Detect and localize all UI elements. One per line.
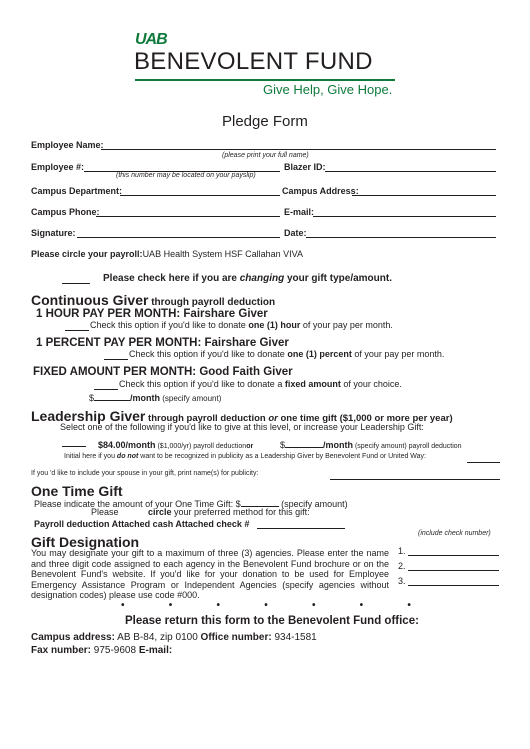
date-label: Date: <box>284 228 307 238</box>
continuous-heading: Continuous Giver through payroll deduction <box>31 292 276 308</box>
logo-name: BENEVOLENT FUND <box>134 48 373 75</box>
percent-desc: Check this option if you'd like to donate one (1) percent of your pay per month. <box>129 349 445 359</box>
leadership-heading: Leadership Giver through payroll deduction or one time gift ($1,000 or more per year) <box>31 408 453 424</box>
spouse-field[interactable] <box>330 470 500 480</box>
signature-label: Signature: <box>31 228 76 238</box>
hour-title: 1 HOUR PAY PER MONTH: Fairshare Giver <box>36 308 268 320</box>
fixed-desc: Check this option if you'd like to donate a fixed amount of your choice. <box>119 379 402 389</box>
fixed-amount-field[interactable] <box>94 391 130 401</box>
employee-no-label: Employee #: <box>31 162 85 172</box>
campus-phone-field[interactable] <box>96 207 280 217</box>
onetime-methods[interactable]: Payroll deduction Attached cash Attached check # <box>34 519 250 529</box>
leadership-opt1: $84.00/month ($1,000/yr) payroll deductionor <box>98 440 254 450</box>
payslip-hint: (this number may be located on your payslip) <box>116 172 256 179</box>
separator-dot: • <box>407 600 411 611</box>
onetime-circle: circle your preferred method for this gift: <box>148 507 310 517</box>
campus-dept-label: Campus Department: <box>31 186 123 196</box>
separator-dot: • <box>264 600 268 611</box>
leadership-opt1-checkbox[interactable] <box>62 437 86 447</box>
separator-dot: • <box>359 600 364 611</box>
logo-uab: UAB <box>135 31 167 48</box>
separator-dot: • <box>168 600 173 611</box>
separator-dot: • <box>311 600 316 611</box>
designation-heading: Gift Designation <box>31 534 140 550</box>
logo <box>135 31 167 49</box>
email-label: E-mail: <box>284 207 315 217</box>
campus-address-label: Campus Address: <box>282 186 359 196</box>
blazer-id-field[interactable] <box>325 162 496 172</box>
fax-line: Fax number: 975-9608 E-mail: <box>31 645 173 656</box>
leadership-opt2: $ /month (specify amount) payroll deduction <box>280 440 462 450</box>
employee-name-label: Employee Name: <box>31 140 104 150</box>
payroll-options[interactable]: UAB Health System HSF Callahan VIVA <box>142 249 303 259</box>
name-hint: (please print your full name) <box>222 152 309 159</box>
employee-name-field[interactable] <box>101 140 496 150</box>
fixed-title: FIXED AMOUNT PER MONTH: Good Faith Giver <box>33 366 293 378</box>
fixed-checkbox-line[interactable] <box>94 380 118 390</box>
campus-address-line: Campus address: AB B-84, zip 0100 Office number: 934-1581 <box>31 632 317 643</box>
onetime-please: Please <box>91 507 119 517</box>
change-checkbox-line[interactable] <box>62 274 90 284</box>
separator-dot: • <box>216 600 220 611</box>
tagline: Give Help, Give Hope. <box>263 82 393 97</box>
separator-dot: • <box>121 600 125 611</box>
hour-checkbox-line[interactable] <box>65 321 89 331</box>
agency-3-num: 3. <box>398 576 406 586</box>
check-number-field[interactable] <box>257 519 345 529</box>
payroll-row <box>31 249 303 259</box>
agency-3-field[interactable] <box>408 576 499 586</box>
employee-no-field[interactable] <box>84 162 280 172</box>
email-field[interactable] <box>313 207 496 217</box>
publicity-initial-field[interactable] <box>467 453 500 463</box>
date-field[interactable] <box>306 228 496 238</box>
separator-dots <box>121 600 411 611</box>
agency-1-field[interactable] <box>408 546 499 556</box>
onetime-amount: Please indicate the amount of your One Time Gift: $ (specify amount) <box>34 499 348 509</box>
spouse-text: If you 'd like to include your spouse in your gift, print name(s) for publicity: <box>31 470 259 477</box>
percent-checkbox-line[interactable] <box>104 350 128 360</box>
publicity-text: Initial here if you do not want to be recognized in publicity as a Leadership Giver by Benevolent Fund or United Way: <box>64 453 426 460</box>
onetime-heading: One Time Gift <box>31 483 123 499</box>
change-text: Please check here if you are changing your gift type/amount. <box>103 273 392 284</box>
percent-title: 1 PERCENT PAY PER MONTH: Fairshare Giver <box>36 337 289 349</box>
return-heading: Please return this form to the Benevolent Fund office: <box>125 615 419 627</box>
campus-phone-label: Campus Phone: <box>31 207 100 217</box>
signature-field[interactable] <box>77 228 280 238</box>
leadership-opt2-field[interactable] <box>285 438 323 448</box>
campus-dept-field[interactable] <box>120 186 280 196</box>
fixed-amount-row: $ /month (specify amount) <box>89 393 222 403</box>
agency-2-num: 2. <box>398 561 406 571</box>
payroll-label: Please circle your payroll: <box>31 249 143 259</box>
logo-rule <box>135 79 395 81</box>
blazer-id-label: Blazer ID: <box>284 162 326 172</box>
page-title: Pledge Form <box>222 113 308 130</box>
leadership-select: Select one of the following if you'd like to give at this level, or increase your Leadership Gift: <box>60 422 424 432</box>
designation-body: You may designate your gift to a maximum of three (3) agencies. Please enter the name and three digit code assigned to each agency in the Benevolent Fund brochure or on the Benevolent Fund's website. If you'd like for your donation to be used for Employee Emergency Assistance Program or Independent Agencies (specify agencies without designation codes) please use code #000. <box>31 548 389 601</box>
agency-2-field[interactable] <box>408 561 499 571</box>
check-hint: (include check number) <box>418 530 491 537</box>
agency-1-num: 1. <box>398 546 406 556</box>
hour-desc: Check this option if you'd like to donate one (1) hour of your pay per month. <box>90 320 393 330</box>
campus-address-field[interactable] <box>352 186 496 196</box>
onetime-amount-field[interactable] <box>241 497 279 507</box>
